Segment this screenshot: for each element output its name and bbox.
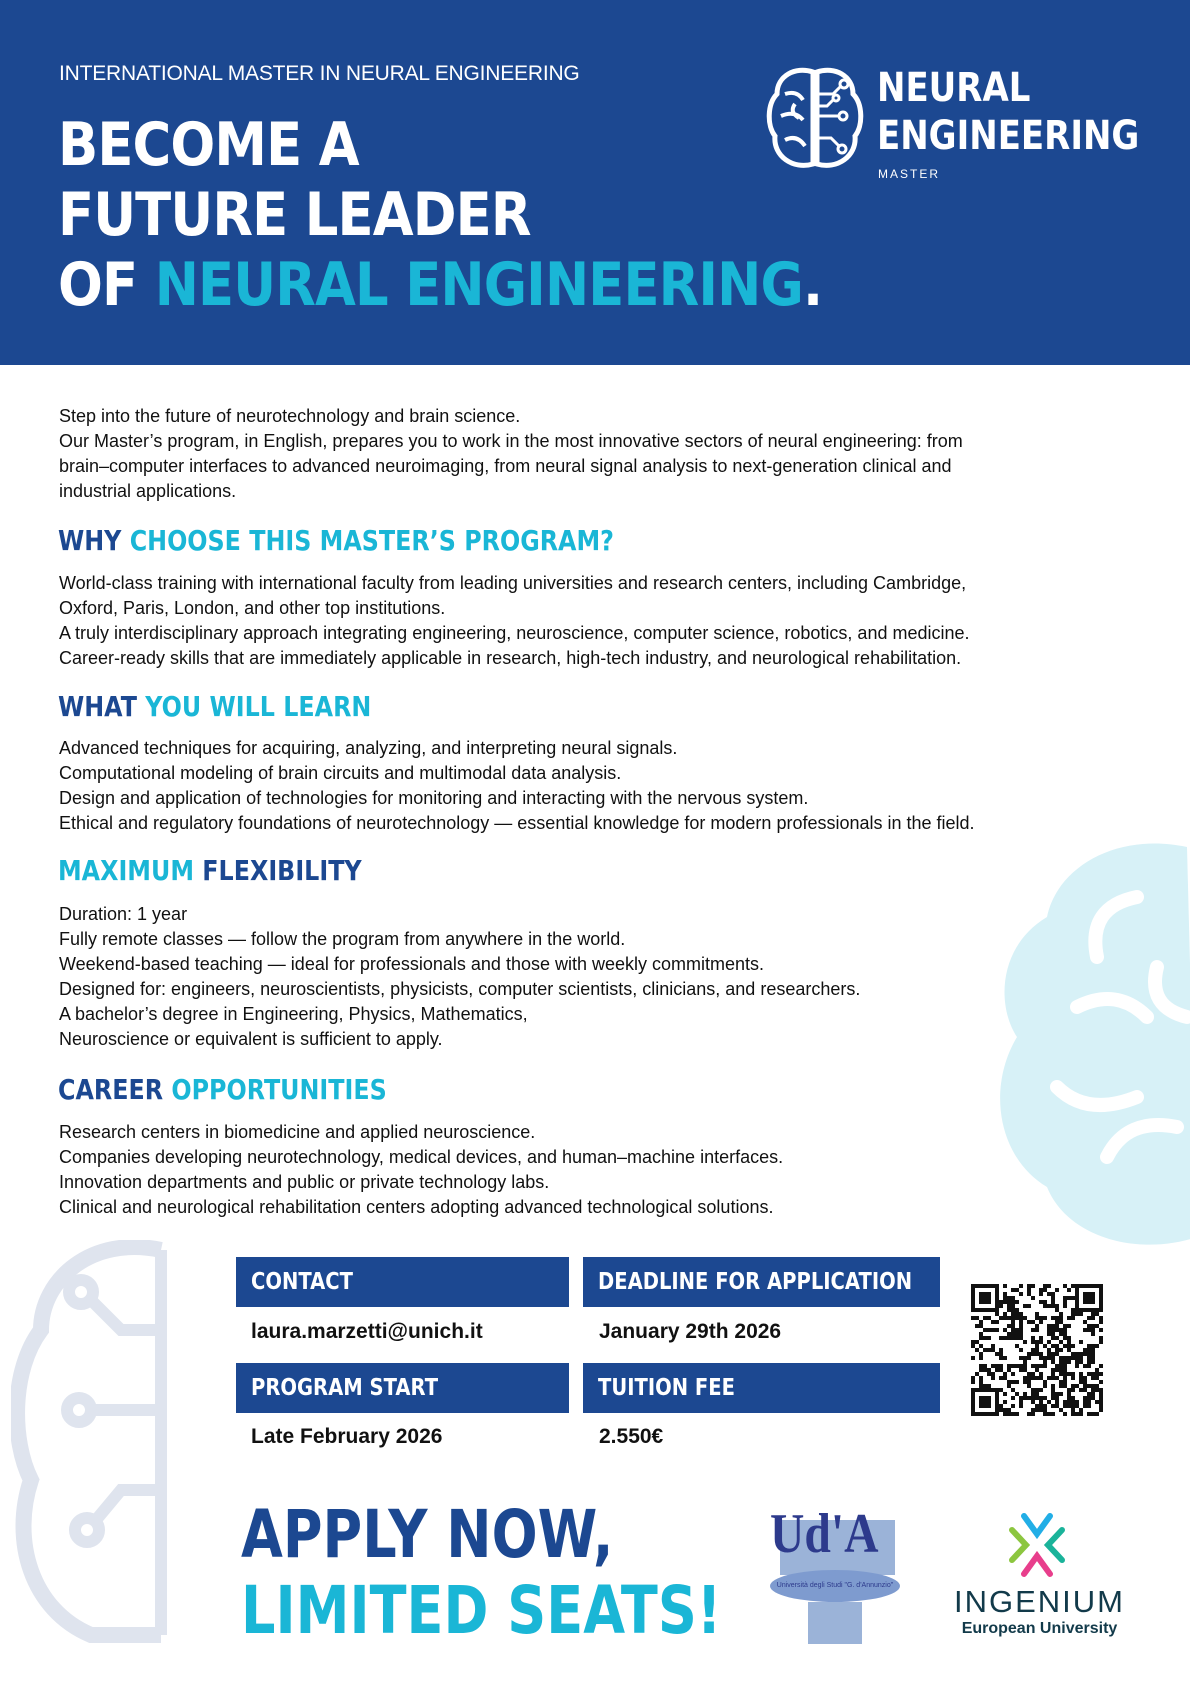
body-line: Ethical and regulatory foundations of neurotechnology — essential knowledge for modern professionals in the field. xyxy=(59,813,975,833)
ingenium-logo-text: INGENIUM xyxy=(954,1584,1125,1619)
intro-line: brain–computer interfaces to advanced neuroimaging, from neural signal analysis to next-generation clinical and xyxy=(59,456,952,476)
logo-word-neural: NEURAL xyxy=(877,65,1031,111)
intro-paragraph xyxy=(59,404,1119,504)
body-line: Advanced techniques for acquiring, analyzing, and interpreting neural signals. xyxy=(59,738,678,758)
start-label: PROGRAM START xyxy=(251,1375,439,1401)
body-line: Oxford, Paris, London, and other top institutions. xyxy=(59,598,446,618)
heading-part-accent: YOU WILL LEARN xyxy=(145,690,372,723)
logo-word-engineering: ENGINEERING xyxy=(877,113,1140,159)
body-line: Neuroscience or equivalent is sufficient to apply. xyxy=(59,1029,443,1049)
headline-line-1: BECOME A xyxy=(58,110,359,180)
section-career-body xyxy=(59,1120,1119,1220)
fee-label: TUITION FEE xyxy=(598,1375,735,1401)
intro-line: industrial applications. xyxy=(59,481,237,501)
cta-apply-now: APPLY NOW, xyxy=(241,1496,614,1573)
headline-prefix: OF xyxy=(58,250,155,320)
neural-engineering-logo xyxy=(765,64,1140,184)
ingenium-x-icon xyxy=(1002,1510,1072,1580)
heading-part-accent: MAXIMUM xyxy=(58,854,203,887)
contact-label-box xyxy=(236,1257,569,1307)
heading-part: WHY xyxy=(58,524,130,557)
body-line: Fully remote classes — follow the program from anywhere in the world. xyxy=(59,929,626,949)
section-learn-body xyxy=(59,736,1119,836)
body-line: Weekend-based teaching — ideal for professionals and those with weekly commitments. xyxy=(59,954,765,974)
section-heading-learn xyxy=(58,690,371,723)
section-heading-flexibility xyxy=(58,854,362,887)
section-heading-why xyxy=(58,524,614,557)
uda-logo-ring: Università degli Studi "G. d'Annunzio" xyxy=(770,1570,900,1602)
body-line: Companies developing neurotechnology, medical devices, and human–machine interfaces. xyxy=(59,1147,784,1167)
section-why-body xyxy=(59,571,1119,671)
body-line: Innovation departments and public or private technology labs. xyxy=(59,1172,550,1192)
cta-limited-seats: LIMITED SEATS! xyxy=(241,1572,722,1649)
intro-line: Step into the future of neurotechnology and brain science. xyxy=(59,406,521,426)
brain-decoration-left-icon xyxy=(11,1240,221,1645)
ingenium-logo-subtext: European University xyxy=(961,1620,1118,1637)
body-line: Clinical and neurological rehabilitation centers adopting advanced technological solutions. xyxy=(59,1197,774,1217)
headline-line-2: FUTURE LEADER xyxy=(58,180,531,250)
section-heading-career xyxy=(58,1073,387,1106)
intro-line: Our Master’s program, in English, prepares you to work in the most innovative sectors of neural engineering: from xyxy=(59,431,963,451)
heading-part: FLEXIBILITY xyxy=(202,854,362,887)
contact-email-link[interactable]: laura.marzetti@unich.it xyxy=(251,1320,483,1343)
fee-label-box xyxy=(583,1363,940,1413)
section-flexibility-body xyxy=(59,902,1119,1052)
uda-logo-text: Ud'A xyxy=(770,1503,879,1565)
fee-value: 2.550€ xyxy=(599,1425,664,1448)
headline-suffix: . xyxy=(802,250,823,320)
body-line: Career-ready skills that are immediately applicable in research, high-tech industry, and neurological rehabilitation. xyxy=(59,648,962,668)
body-line: Design and application of technologies for monitoring and interacting with the nervous system. xyxy=(59,788,809,808)
heading-part: CAREER xyxy=(58,1073,172,1106)
heading-part: WHAT xyxy=(58,690,146,723)
body-line: Designed for: engineers, neuroscientists, physicists, computer scientists, clinicians, and researchers. xyxy=(59,979,861,999)
start-value: Late February 2026 xyxy=(251,1425,443,1448)
headline-accent: NEURAL ENGINEERING xyxy=(154,250,803,320)
uda-logo xyxy=(770,1502,900,1644)
body-line: Computational modeling of brain circuits and multimodal data analysis. xyxy=(59,763,622,783)
body-line: Duration: 1 year xyxy=(59,904,188,924)
body-line: A truly interdisciplinary approach integrating engineering, neuroscience, computer science, robotics, and medicine. xyxy=(59,623,970,643)
body-line: Research centers in biomedicine and applied neuroscience. xyxy=(59,1122,536,1142)
uda-logo-pillar xyxy=(808,1602,862,1644)
deadline-label-box xyxy=(583,1257,940,1307)
body-line: A bachelor’s degree in Engineering, Physics, Mathematics, xyxy=(59,1004,528,1024)
logo-word-master: MASTER xyxy=(878,167,941,181)
contact-label: CONTACT xyxy=(251,1269,353,1295)
heading-part-accent: OPPORTUNITIES xyxy=(171,1073,387,1106)
headline-line-3 xyxy=(58,250,822,320)
body-line: World-class training with international faculty from leading universities and research centers, including Cambridge, xyxy=(59,573,967,593)
ingenium-logo xyxy=(942,1510,1137,1640)
deadline-value: January 29th 2026 xyxy=(599,1320,782,1343)
deadline-label: DEADLINE FOR APPLICATION xyxy=(598,1269,913,1295)
brain-circuit-icon xyxy=(765,64,865,174)
program-subtitle: INTERNATIONAL MASTER IN NEURAL ENGINEERING xyxy=(59,62,580,85)
heading-part-accent: CHOOSE THIS MASTER’S PROGRAM? xyxy=(129,524,614,557)
start-label-box xyxy=(236,1363,569,1413)
qr-code-icon[interactable] xyxy=(971,1284,1103,1416)
